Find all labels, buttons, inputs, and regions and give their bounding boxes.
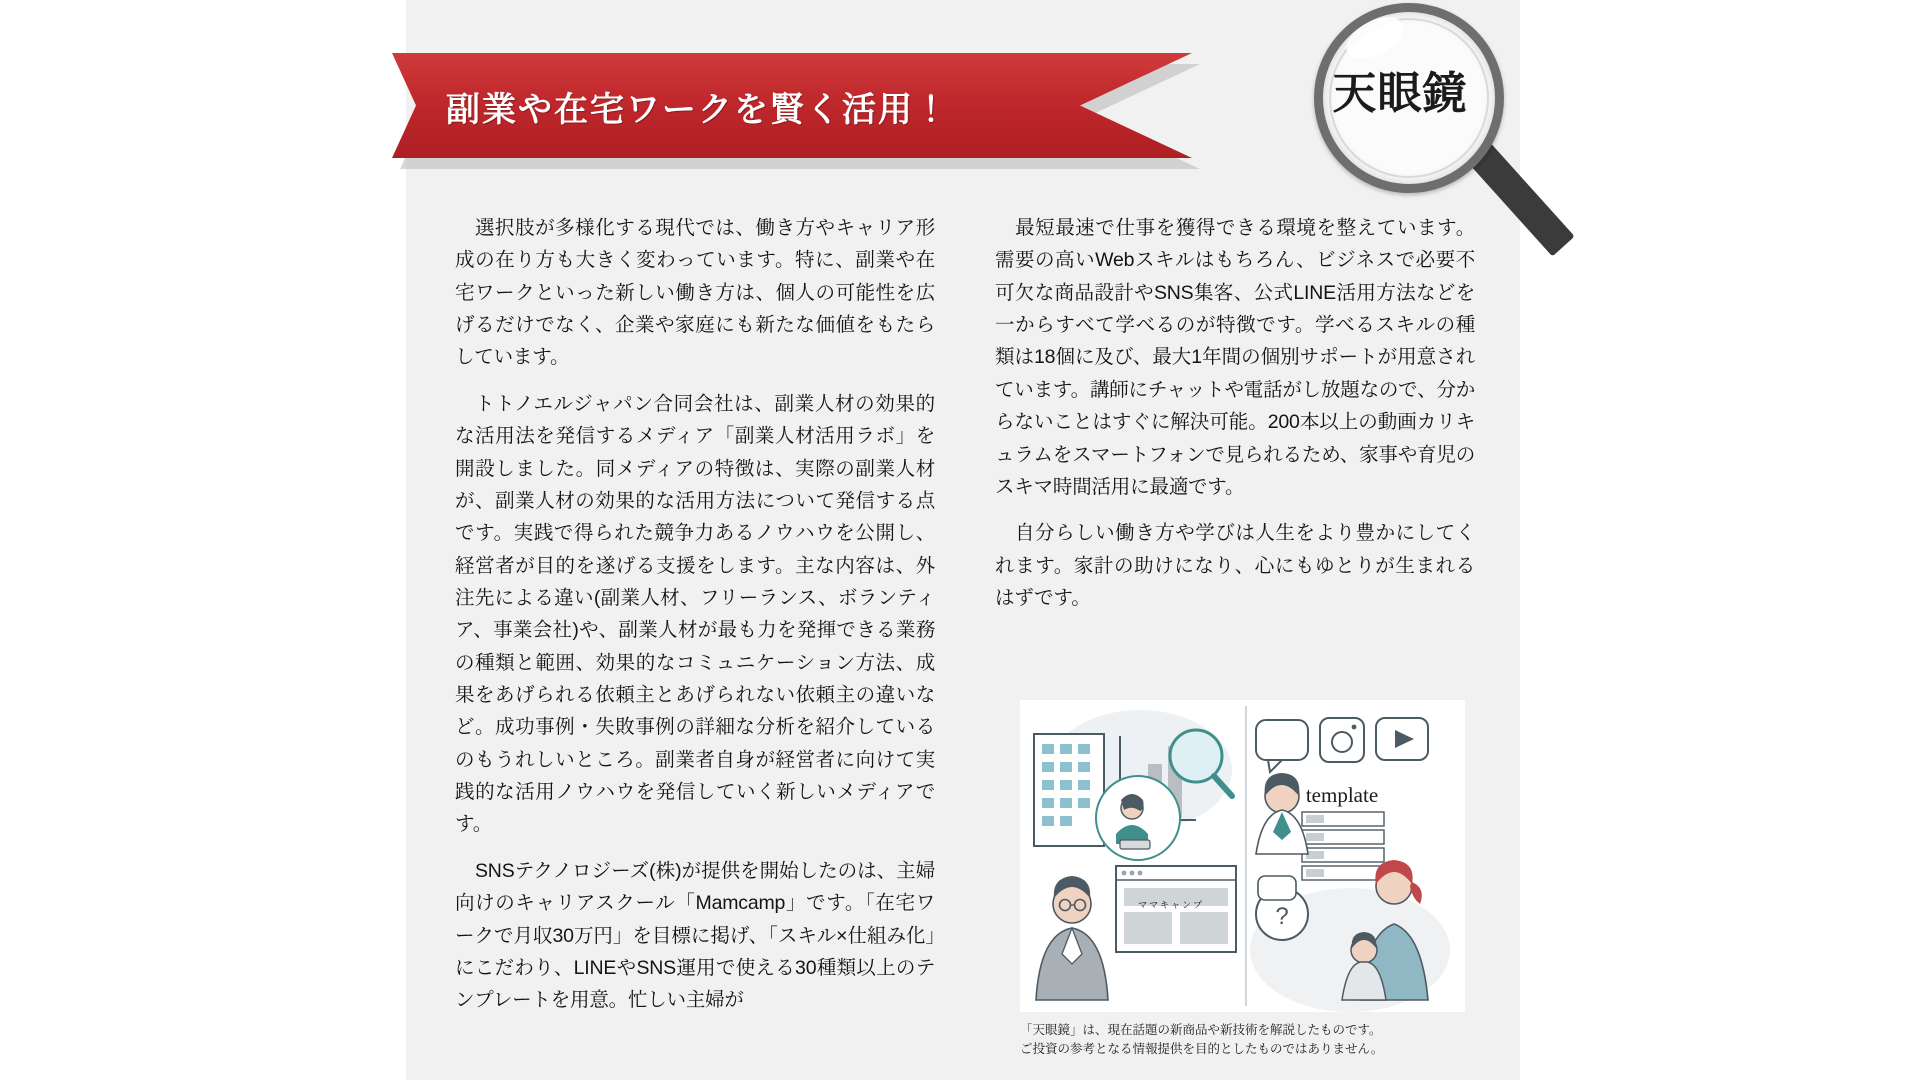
banner (392, 40, 1212, 165)
paragraph: 選択肢が多様化する現代では、働き方やキャリア形成の在り方も大きく変わっています。特に、副業や在宅ワークといった新しい働き方は、個人の可能性を広げるだけでなく、企業や家庭にも新たな価値をもたらしています。 (455, 217, 935, 369)
disclaimer-line-1: 「天眼鏡」は、現在話題の新商品や新技術を解説したものです。 (1020, 1023, 1382, 1037)
paragraph: トトノエルジャパン合同会社は、副業人材の効果的な活用法を発信するメディア「副業人材活用ラボ」を開設しました。同メディアの特徴は、実際の副業人材が、副業人材の効果的な活用方法について発信する点です。実践で得られた競争力あるノウハウを公開し、経営者が目的を遂げる支援をします。主な内容は、外注先による違い(副業人材、フリーランス、ボランティア、事業会社)や、副業人材が最も力を発揮できる業務の種類と範囲、効果的なコミュニケーション方法、成果をあげられる依頼主とあげられない依頼主の違いなど。成功事例・失敗事例の詳細な分析を紹介しているのもうれしいところ。副業者自身が経営者に向けて実践的な活用ノウハウを発信していく新しいメディアです。 (455, 392, 935, 836)
disclaimer (1020, 1021, 1490, 1059)
svg-text:template: template (1305, 783, 1379, 807)
disclaimer-line-2: ご投資の参考となる情報提供を目的としたものではありません。 (1020, 1041, 1384, 1056)
paragraph: 自分らしい働き方や学びは人生をより豊かにしてくれます。家計の助けになり、心にもゆとりが生まれるはずです。 (995, 522, 1475, 609)
illustration (1020, 700, 1465, 1012)
banner-title: 副業や在宅ワークを賢く活用！ (446, 91, 950, 129)
column-left (455, 212, 935, 1031)
paragraph: 最短最速で仕事を獲得できる環境を整えています。需要の高いWebスキルはもちろん、ビジネスで必要不可欠な商品設計やSNS集客、公式LINE活用方法などを一からすべて学べるのが特徴です。学べるスキルの種類は18個に及び、最大1年間の個別サポートが用意されています。講師にチャットや電話がし放題なので、分からないことはすぐに解決可能。200本以上の動画カリキュラムをスマートフォンで見られるため、家事や育児のスキマ時間活用に最適です。 (995, 217, 1475, 498)
column-right (995, 212, 1475, 628)
magnifier-label: 天眼鏡 (1332, 69, 1468, 118)
illustration-artwork (1020, 700, 1465, 1012)
paragraph: SNSテクノロジーズ(株)が提供を開始したのは、主婦向けのキャリアスクール「Mamcamp」です。「在宅ワークで月収30万円」を目標に掲げ、「スキル×仕組み化」にこだわり、LINEやSNS運用で使える30種類以上のテンプレートを用意。忙しい主婦が (455, 859, 935, 1012)
ruby-mamcamp: ママキャンプ (1138, 900, 1205, 910)
svg-text:?: ? (1275, 903, 1289, 930)
